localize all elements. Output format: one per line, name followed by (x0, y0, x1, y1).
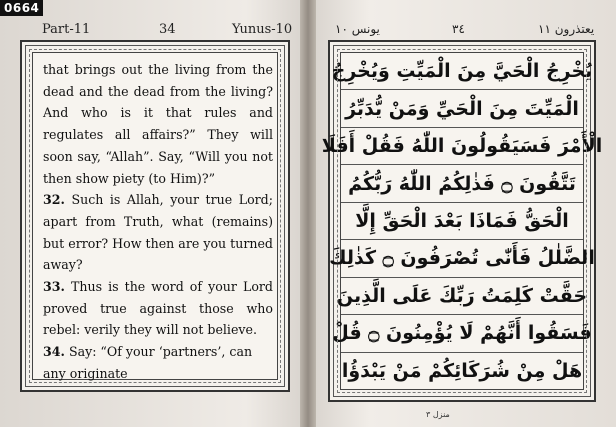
arabic-line: الضَّلٰلُ فَأَنّٰى تُصْرَفُونَ ۝ كَذٰلِكَ (341, 240, 583, 277)
arabic-line: تَتَّقُونَ ۝ فَذٰلِكُمُ اللّٰهُ رَبُّكُمُ (341, 165, 583, 202)
manzil-footer: منزل ٣ (426, 410, 450, 419)
right-page-number: ٣٤ (452, 22, 465, 36)
arabic-line: فَسَقُوا أَنَّهُمْ لَا يُؤْمِنُونَ ۝ قُلْ (341, 315, 583, 352)
book-gutter (300, 0, 316, 427)
paragraph-32: 32. Such is Allah, your true Lord; apart from Truth, what (remains) but error? How then are you turned away? (43, 192, 273, 273)
arabic-line: يُخْرِجُ الْحَيَّ مِنَ الْمَيِّتِ وَيُخْرِجُ (341, 53, 583, 90)
english-translation (43, 59, 273, 385)
paragraph-33: 33. Thus is the word of your Lord proved true against those who rebel: verily they will not believe. (43, 279, 273, 338)
arabic-line: حَقَّتْ كَلِمَتُ رَبِّكَ عَلَى الَّذِينَ (341, 278, 583, 315)
right-surah-label: يونس ١٠ (335, 22, 380, 36)
right-juz-label: يعتذرون ١١ (538, 22, 595, 36)
paragraph-34: 34. Say: “Of your ‘partners’, can any originate (43, 344, 253, 381)
left-text-area (32, 52, 278, 380)
page-id-badge: 0664 (0, 0, 43, 16)
arabic-line: هَلْ مِنْ شُرَكَائِكُمْ مَنْ يَبْدَؤُا (341, 359, 583, 382)
paragraph-continued: that brings out the living from the dead and the dead from the living? And who is it that rules and regulates all affairs?” They will soon say, “Allah”. Say, “Will you not then show piety (to Him)?” (43, 62, 273, 186)
left-page-number: 34 (159, 22, 176, 37)
left-page-frame (20, 40, 290, 392)
arabic-line: الْأَمْرَ فَسَيَقُولُونَ اللّٰهُ فَقُلْ أَفَلَا (341, 128, 583, 165)
arabic-line: الْمَيِّتَ مِنَ الْحَيِّ وَمَنْ يُّدَبِّرُ (341, 90, 583, 127)
right-page-frame (321, 40, 603, 402)
left-part-label: Part-11 (42, 22, 91, 37)
arabic-line: الْحَقُّ فَمَاذَا بَعْدَ الْحَقِّ إِلَّا (341, 203, 583, 240)
arabic-text-area (321, 52, 603, 390)
left-surah-label: Yunus-10 (232, 22, 293, 37)
